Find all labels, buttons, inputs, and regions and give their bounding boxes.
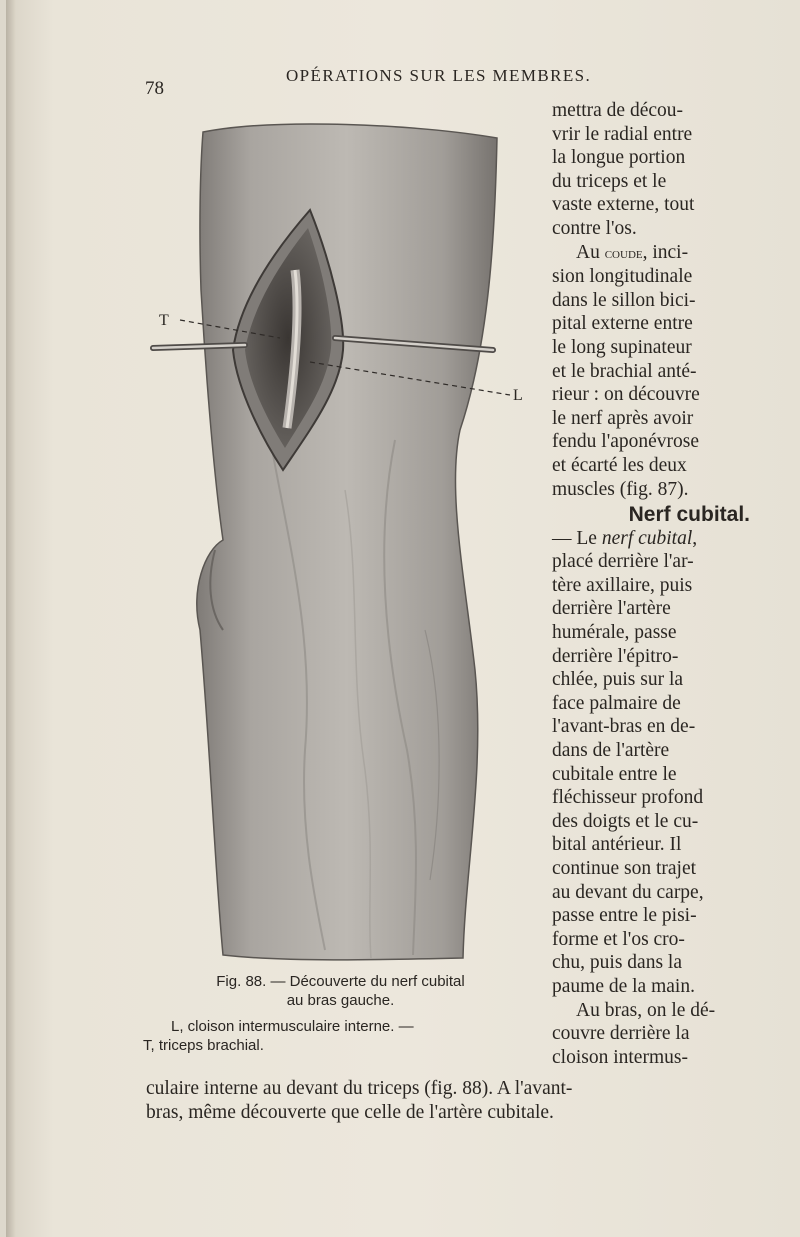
text-line: fléchisseur profond: [552, 787, 704, 809]
text-line: muscles (fig. 87).: [552, 478, 689, 500]
arm-silhouette: [197, 124, 497, 960]
text-fragment: Au: [576, 241, 605, 263]
text-line: continue son trajet: [552, 858, 697, 879]
text-line: cloison intermus-: [552, 1046, 688, 1068]
caption-title: [143, 972, 528, 1010]
text-line: paume de la main.: [552, 975, 695, 997]
italic-term: nerf cubital: [601, 527, 693, 549]
text-line: vrir le radial entre: [552, 123, 693, 145]
text-line: le long supinateur: [552, 336, 692, 358]
text-line: chu, puis dans la: [552, 952, 682, 974]
text-fragment: , inci-: [642, 241, 689, 263]
text-line: bital antérieur. Il: [552, 834, 682, 856]
text-line: mettra de décou-: [552, 100, 684, 121]
caption-title-line: Fig. 88. — Découverte du nerf cubital: [216, 973, 465, 990]
label-t: T: [159, 312, 169, 329]
full-width-text: [146, 1077, 750, 1124]
caption-title-line: au bras gauche.: [286, 992, 395, 1009]
text-line: dans le sillon bici-: [552, 289, 696, 311]
page-number: 78: [145, 78, 164, 99]
coude-paragraph-start: [552, 241, 750, 266]
text-line: humérale, passe: [552, 622, 677, 644]
text-line: au devant du carpe,: [552, 881, 704, 903]
text-line: vaste externe, tout: [552, 194, 695, 216]
text-line: contre l'os.: [552, 217, 637, 239]
legend-line: L, cloison intermusculaire interne. —: [171, 1018, 414, 1035]
text-line: rieur : on découvre: [552, 384, 700, 406]
text-line: sion longitudinale: [552, 266, 693, 288]
text-line: et le brachial anté-: [552, 360, 697, 382]
text-line: bras, même découverte que celle de l'artère cubitale.: [146, 1101, 554, 1123]
section-heading: Nerf cubital.: [628, 503, 750, 527]
page-binding-shadow: [6, 0, 16, 1237]
side-column-text: [552, 99, 750, 1069]
text-line: le nerf après avoir: [552, 407, 694, 429]
cubital-paragraph-start: [552, 527, 750, 551]
text-line: passe entre le pisi-: [552, 905, 697, 927]
caption-legend: [143, 1017, 528, 1055]
text-line: cubitale entre le: [552, 763, 677, 785]
text-line: et écarté les deux: [552, 454, 687, 476]
text-line: placé derrière l'ar-: [552, 551, 694, 573]
text-line: couvre derrière la: [552, 1023, 690, 1045]
text-line: dans de l'artère: [552, 740, 670, 762]
text-line: des doigts et le cu-: [552, 810, 699, 832]
text-line: pital externe entre: [552, 313, 693, 335]
label-l: L: [513, 387, 523, 404]
text-line: du triceps et le: [552, 170, 667, 192]
text-line: culaire interne au devant du triceps (fig. 88). A l'avant-: [146, 1078, 573, 1099]
running-title: OPÉRATIONS SUR LES MEMBRES.: [286, 66, 592, 85]
text-fragment: — Le: [552, 527, 602, 549]
text-line: face palmaire de: [552, 692, 681, 714]
text-line: derrière l'épitro-: [552, 645, 679, 667]
figure-caption: [143, 972, 528, 1055]
small-caps-term: coude: [604, 244, 643, 262]
text-line: tère axillaire, puis: [552, 574, 693, 596]
text-line: fendu l'aponévrose: [552, 431, 700, 453]
text-fragment: ,: [692, 527, 698, 549]
text-line: Au bras, on le dé-: [576, 999, 716, 1021]
text-line: forme et l'os cro-: [552, 928, 685, 950]
text-line: la longue portion: [552, 147, 686, 169]
legend-line: T, triceps brachial.: [143, 1037, 264, 1054]
text-line: l'avant-bras en de-: [552, 716, 696, 738]
arm-incision-engraving: [145, 110, 523, 970]
text-line: chlée, puis sur la: [552, 669, 684, 691]
figure-88-illustration: [145, 110, 523, 970]
text-line: derrière l'artère: [552, 598, 671, 620]
